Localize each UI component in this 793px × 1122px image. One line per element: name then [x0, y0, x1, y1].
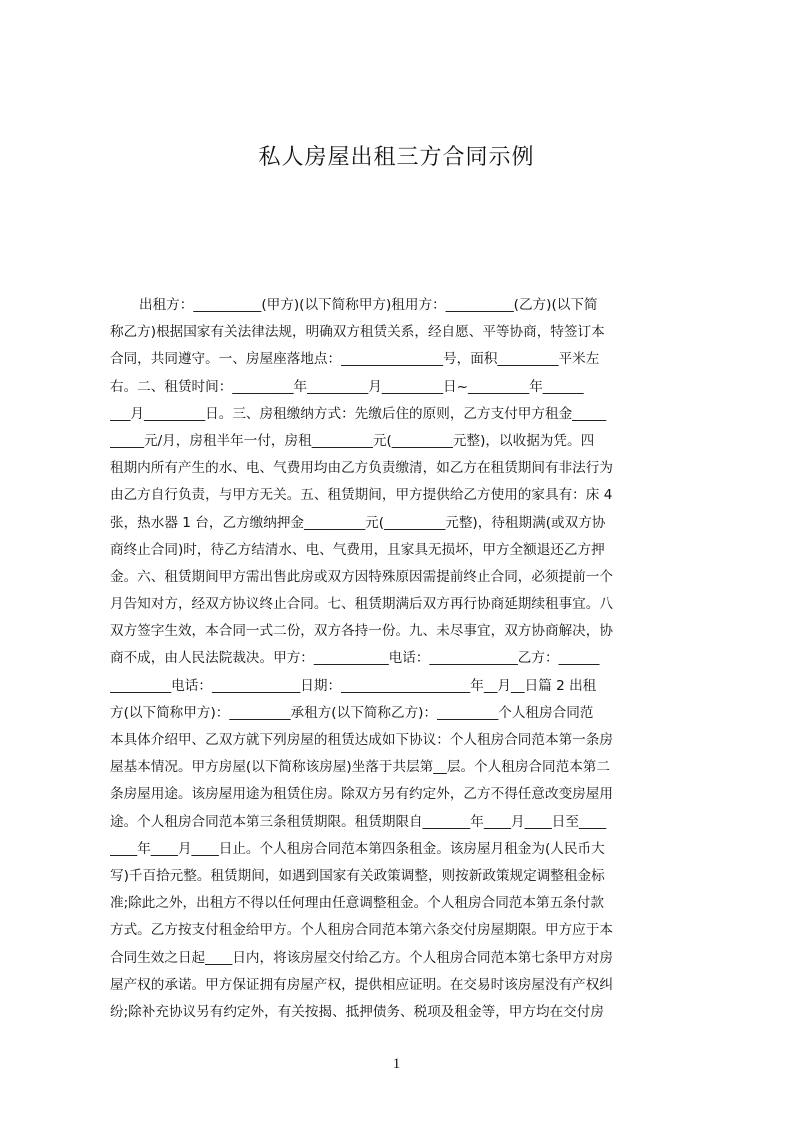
contract-body	[110, 292, 700, 1026]
body-line: 称乙方)根据国家有关法律法规，明确双方租赁关系，经自愿、平等协商，特签订本	[110, 324, 605, 341]
body-line: 商不成，由人民法院裁决。甲方：___________电话：_____________乙方：______	[110, 650, 600, 667]
body-line: 由乙方自行负责，与甲方无关。五、租赁期间，甲方提供给乙方使用的家具有：床 4	[110, 487, 613, 504]
body-line: 条房屋用途。该房屋用途为租赁住房。除双方另有约定外，乙方不得任意改变房屋用	[110, 786, 613, 803]
body-line: 纷;除补充协议另有约定外，有关按揭、抵押债务、税项及租金等，甲方均在交付房	[110, 1003, 604, 1020]
body-line: 途。个人租房合同范本第三条租赁期限。租赁期限自_______年____月____日至____	[110, 813, 607, 830]
body-line: 月告知对方，经双方协议终止合同。七、租赁期满后双方再行协商延期续租事宜。八	[110, 596, 613, 613]
body-line: 屋基本情况。甲方房屋(以下简称该房屋)坐落于共层第__层。个人租房合同范本第二	[110, 759, 610, 776]
body-line: 方式。乙方按支付租金给甲方。个人租房合同范本第六条交付房屋期限。甲方应于本	[110, 922, 613, 939]
body-line: 合同，共同遵守。一、房屋座落地点：_______________号，面积_________平米左	[110, 351, 600, 368]
body-line: 方(以下简称甲方)：_________承租方(以下简称乙方)：_________个人租房合同范	[110, 704, 594, 721]
body-line: 写)千百拾元整。租赁期间，如遇到国家有关政策调整，则按新政策规定调整租金标	[110, 867, 605, 884]
body-line: _________电话：_____________日期：___________________年__月__日篇 2 出租	[110, 677, 597, 694]
document-title: 私人房屋出租三方合同示例	[258, 145, 535, 170]
body-line: ___月_________日。三、房租缴纳方式：先缴后住的原则，乙方支付甲方租金_____	[110, 405, 607, 422]
body-line: _____元/月，房租半年一付，房租_________元(_________元整)，以收据为凭。四	[110, 432, 595, 449]
body-line: 屋产权的承诺。甲方保证拥有房屋产权，提供相应证明。在交易时该房屋没有产权纠	[110, 976, 613, 993]
body-line: 张，热水器 1 台，乙方缴纳押金_________元(_________元整)，待租期满(或双方协	[110, 514, 606, 531]
body-line: 合同生效之日起____日内，将该房屋交付给乙方。个人租房合同范本第七条甲方对房	[110, 949, 613, 966]
body-line: 租期内所有产生的水、电、气费用均由乙方负责缴清，如乙方在租赁期间有非法行为	[110, 460, 613, 477]
body-line: ____年____月____日止。个人租房合同范本第四条租金。该房屋月租金为(人民币大	[110, 840, 605, 857]
body-line: 右。二、租赁时间：_________年_________月_________日~_________年______	[110, 378, 584, 395]
body-line: 金。六、租赁期间甲方需出售此房或双方因特殊原因需提前终止合同，必须提前一个	[110, 568, 613, 585]
body-line: 双方签字生效，本合同一式二份，双方各持一份。九、未尽事宜，双方协商解决，协	[110, 623, 613, 640]
body-line: 准;除此之外，出租方不得以任何理由任意调整租金。个人租房合同范本第五条付款	[110, 895, 604, 912]
body-line: 商终止合同)时，待乙方结清水、电、气费用，且家具无损坏，甲方全额退还乙方押	[110, 541, 605, 558]
body-line: 出租方：__________(甲方)(以下简称甲方)租用方：__________(乙方)(以下简	[139, 297, 598, 313]
page-number: 1	[392, 1056, 401, 1072]
body-line: 本具体介绍甲、乙双方就下列房屋的租赁达成如下协议：个人租房合同范本第一条房	[110, 732, 613, 748]
